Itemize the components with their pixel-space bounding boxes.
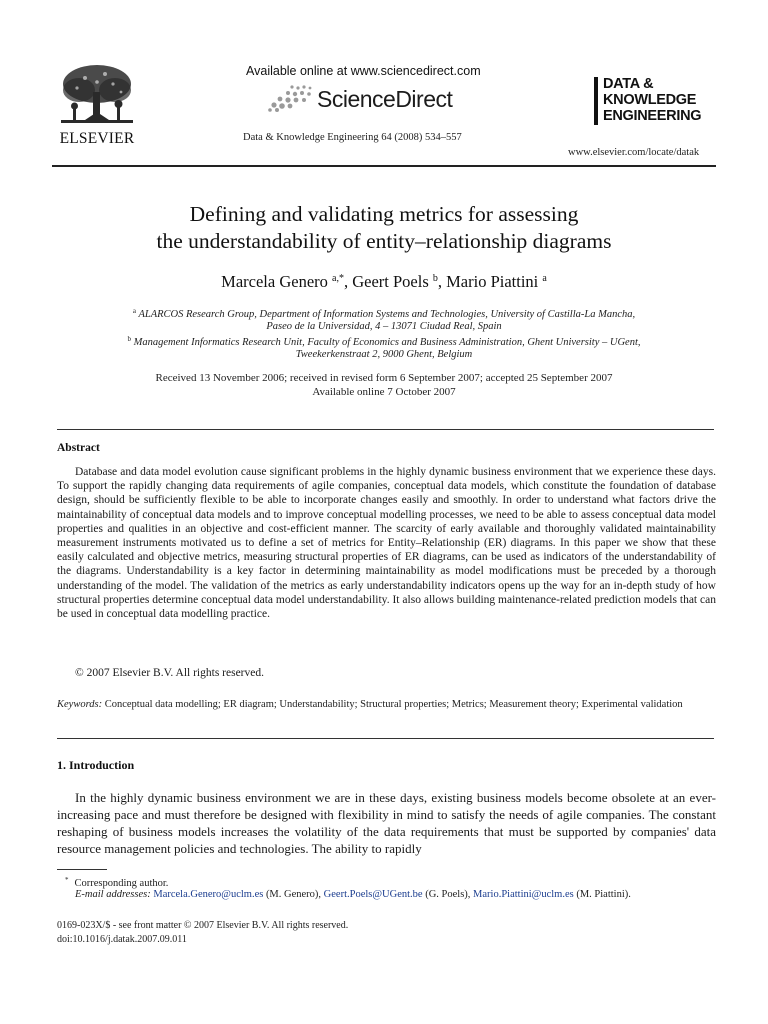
journal-logo-bar bbox=[594, 77, 598, 125]
abstract-copyright: © 2007 Elsevier B.V. All rights reserved. bbox=[75, 667, 264, 679]
email-link[interactable]: Geert.Poels@UGent.be bbox=[323, 889, 423, 900]
section-divider bbox=[57, 429, 714, 430]
author-name[interactable]: Mario Piattini bbox=[446, 272, 539, 291]
doi-link[interactable]: doi:10.1016/j.datak.2007.09.011 bbox=[57, 934, 187, 945]
sciencedirect-dots-icon bbox=[266, 84, 316, 112]
affiliation-mark: b bbox=[127, 335, 132, 343]
affiliation-text: Management Informatics Research Unit, Faculty of Economics and Business Administration, Ghent University – UGent, bbox=[133, 337, 641, 348]
available-online-text: Available online at www.sciencedirect.com bbox=[246, 64, 481, 78]
section-body: In the highly dynamic business environment we are in these days, existing business models become obsolete at an ever-increasing pace and must therefore be designed with flexibility in mind to satisfy the needs of agile companies. The constant reshaping of business models increases the volatility of the data requirements that must be supported by companies' data resource management policies and technologies. The ability to rapidly bbox=[57, 790, 716, 856]
footnote-mark: * bbox=[65, 876, 69, 884]
footnote-emails bbox=[75, 889, 631, 900]
journal-reference: Data & Knowledge Engineering 64 (2008) 534–557 bbox=[243, 132, 462, 143]
elsevier-tree-icon bbox=[55, 62, 139, 128]
journal-logo-line: ENGINEERING bbox=[603, 108, 702, 124]
keywords-text: Conceptual data modelling; ER diagram; Understandability; Structural properties; Metrics; Measurement theory; Experimental validation bbox=[104, 699, 683, 710]
affiliation bbox=[0, 307, 768, 320]
author-name[interactable]: Marcela Genero bbox=[221, 272, 328, 291]
elsevier-logo bbox=[52, 62, 142, 146]
email-link[interactable]: Mario.Piattini@uclm.es bbox=[473, 889, 574, 900]
affiliation-text: ALARCOS Research Group, Department of Information Systems and Technologies, University of Castilla-La Mancha, bbox=[138, 309, 636, 320]
section-divider bbox=[57, 738, 714, 739]
email-owner: (M. Piattini). bbox=[573, 889, 631, 900]
journal-logo-line: DATA & bbox=[603, 76, 654, 92]
email-owner: (G. Poels), bbox=[422, 889, 474, 900]
affiliation-text: Paseo de la Universidad, 4 – 13071 Ciudad Real, Spain bbox=[266, 321, 502, 332]
author-separator: , bbox=[437, 272, 447, 291]
affiliation-text: Tweekerkenstraat 2, 9000 Ghent, Belgium bbox=[295, 349, 473, 360]
author-marks: b bbox=[432, 273, 438, 284]
keywords-label: Keywords: bbox=[57, 699, 103, 710]
header-divider bbox=[52, 165, 716, 167]
journal-url-link[interactable]: www.elsevier.com/locate/datak bbox=[568, 147, 700, 158]
footnote-divider bbox=[57, 869, 107, 870]
author-marks: a bbox=[542, 273, 547, 284]
article-title: Defining and validating metrics for assessing bbox=[189, 202, 579, 226]
author-separator: , bbox=[343, 272, 353, 291]
email-label: E-mail addresses: bbox=[75, 889, 151, 900]
section-heading: 1. Introduction bbox=[57, 758, 135, 772]
sciencedirect-wordmark: ScienceDirect bbox=[317, 86, 453, 112]
affiliation-mark: a bbox=[132, 307, 136, 315]
issn-line: 0169-023X/$ - see front matter © 2007 Elsevier B.V. All rights reserved. bbox=[57, 920, 349, 931]
publisher-name: ELSEVIER bbox=[59, 130, 135, 147]
article-title: the understandability of entity–relationship diagrams bbox=[156, 229, 612, 253]
footnote-text: Corresponding author. bbox=[74, 878, 169, 889]
affiliation bbox=[0, 335, 768, 348]
email-link[interactable]: Marcela.Genero@uclm.es bbox=[153, 889, 264, 900]
received-dates: Received 13 November 2006; received in revised form 6 September 2007; accepted 25 September 2007 bbox=[155, 372, 613, 384]
abstract-heading: Abstract bbox=[57, 442, 100, 454]
keywords bbox=[57, 698, 716, 712]
journal-logo bbox=[594, 77, 722, 123]
author-name[interactable]: Geert Poels bbox=[352, 272, 429, 291]
available-online-date: Available online 7 October 2007 bbox=[312, 386, 456, 398]
journal-logo-line: KNOWLEDGE bbox=[603, 92, 697, 108]
footnote-corresponding bbox=[65, 876, 168, 889]
author-marks: a,* bbox=[332, 273, 344, 284]
abstract-body: Database and data model evolution cause significant problems in the highly dynamic business environment that we experience these days. To support the rapidly changing data requirements of agile companies, conceptual data models, which constitute the foundation of database design, should be sufficiently flexible to be able to incorporate changes easily and smoothly. In order to understand what factors drive the maintainability of conceptual data models and to improve conceptual modelling processes, we need to be able to assess conceptual data model properties and qualities in an objective and cost-efficient manner. The scarcity of early available and thoroughly validated maintainability measurement instruments motivated us to define a set of metrics for Entity–Relationship (ER) diagrams. In this paper we show that these easily calculated and objective metrics, measuring structural properties of ER diagrams, can be used as indicators of the understandability of the diagrams. Understandability is a key factor in determining maintainability as model modifications must be preceded by a thorough understanding of the model. The validation of the metrics as early understandability indicators opens up the way for an in-depth study of how structural properties determine conceptual data model understandability. It also allows building maintenance-related prediction models that can be used in conceptual data modelling practice. bbox=[57, 466, 716, 621]
email-owner: (M. Genero), bbox=[263, 889, 324, 900]
author-list bbox=[0, 272, 768, 292]
